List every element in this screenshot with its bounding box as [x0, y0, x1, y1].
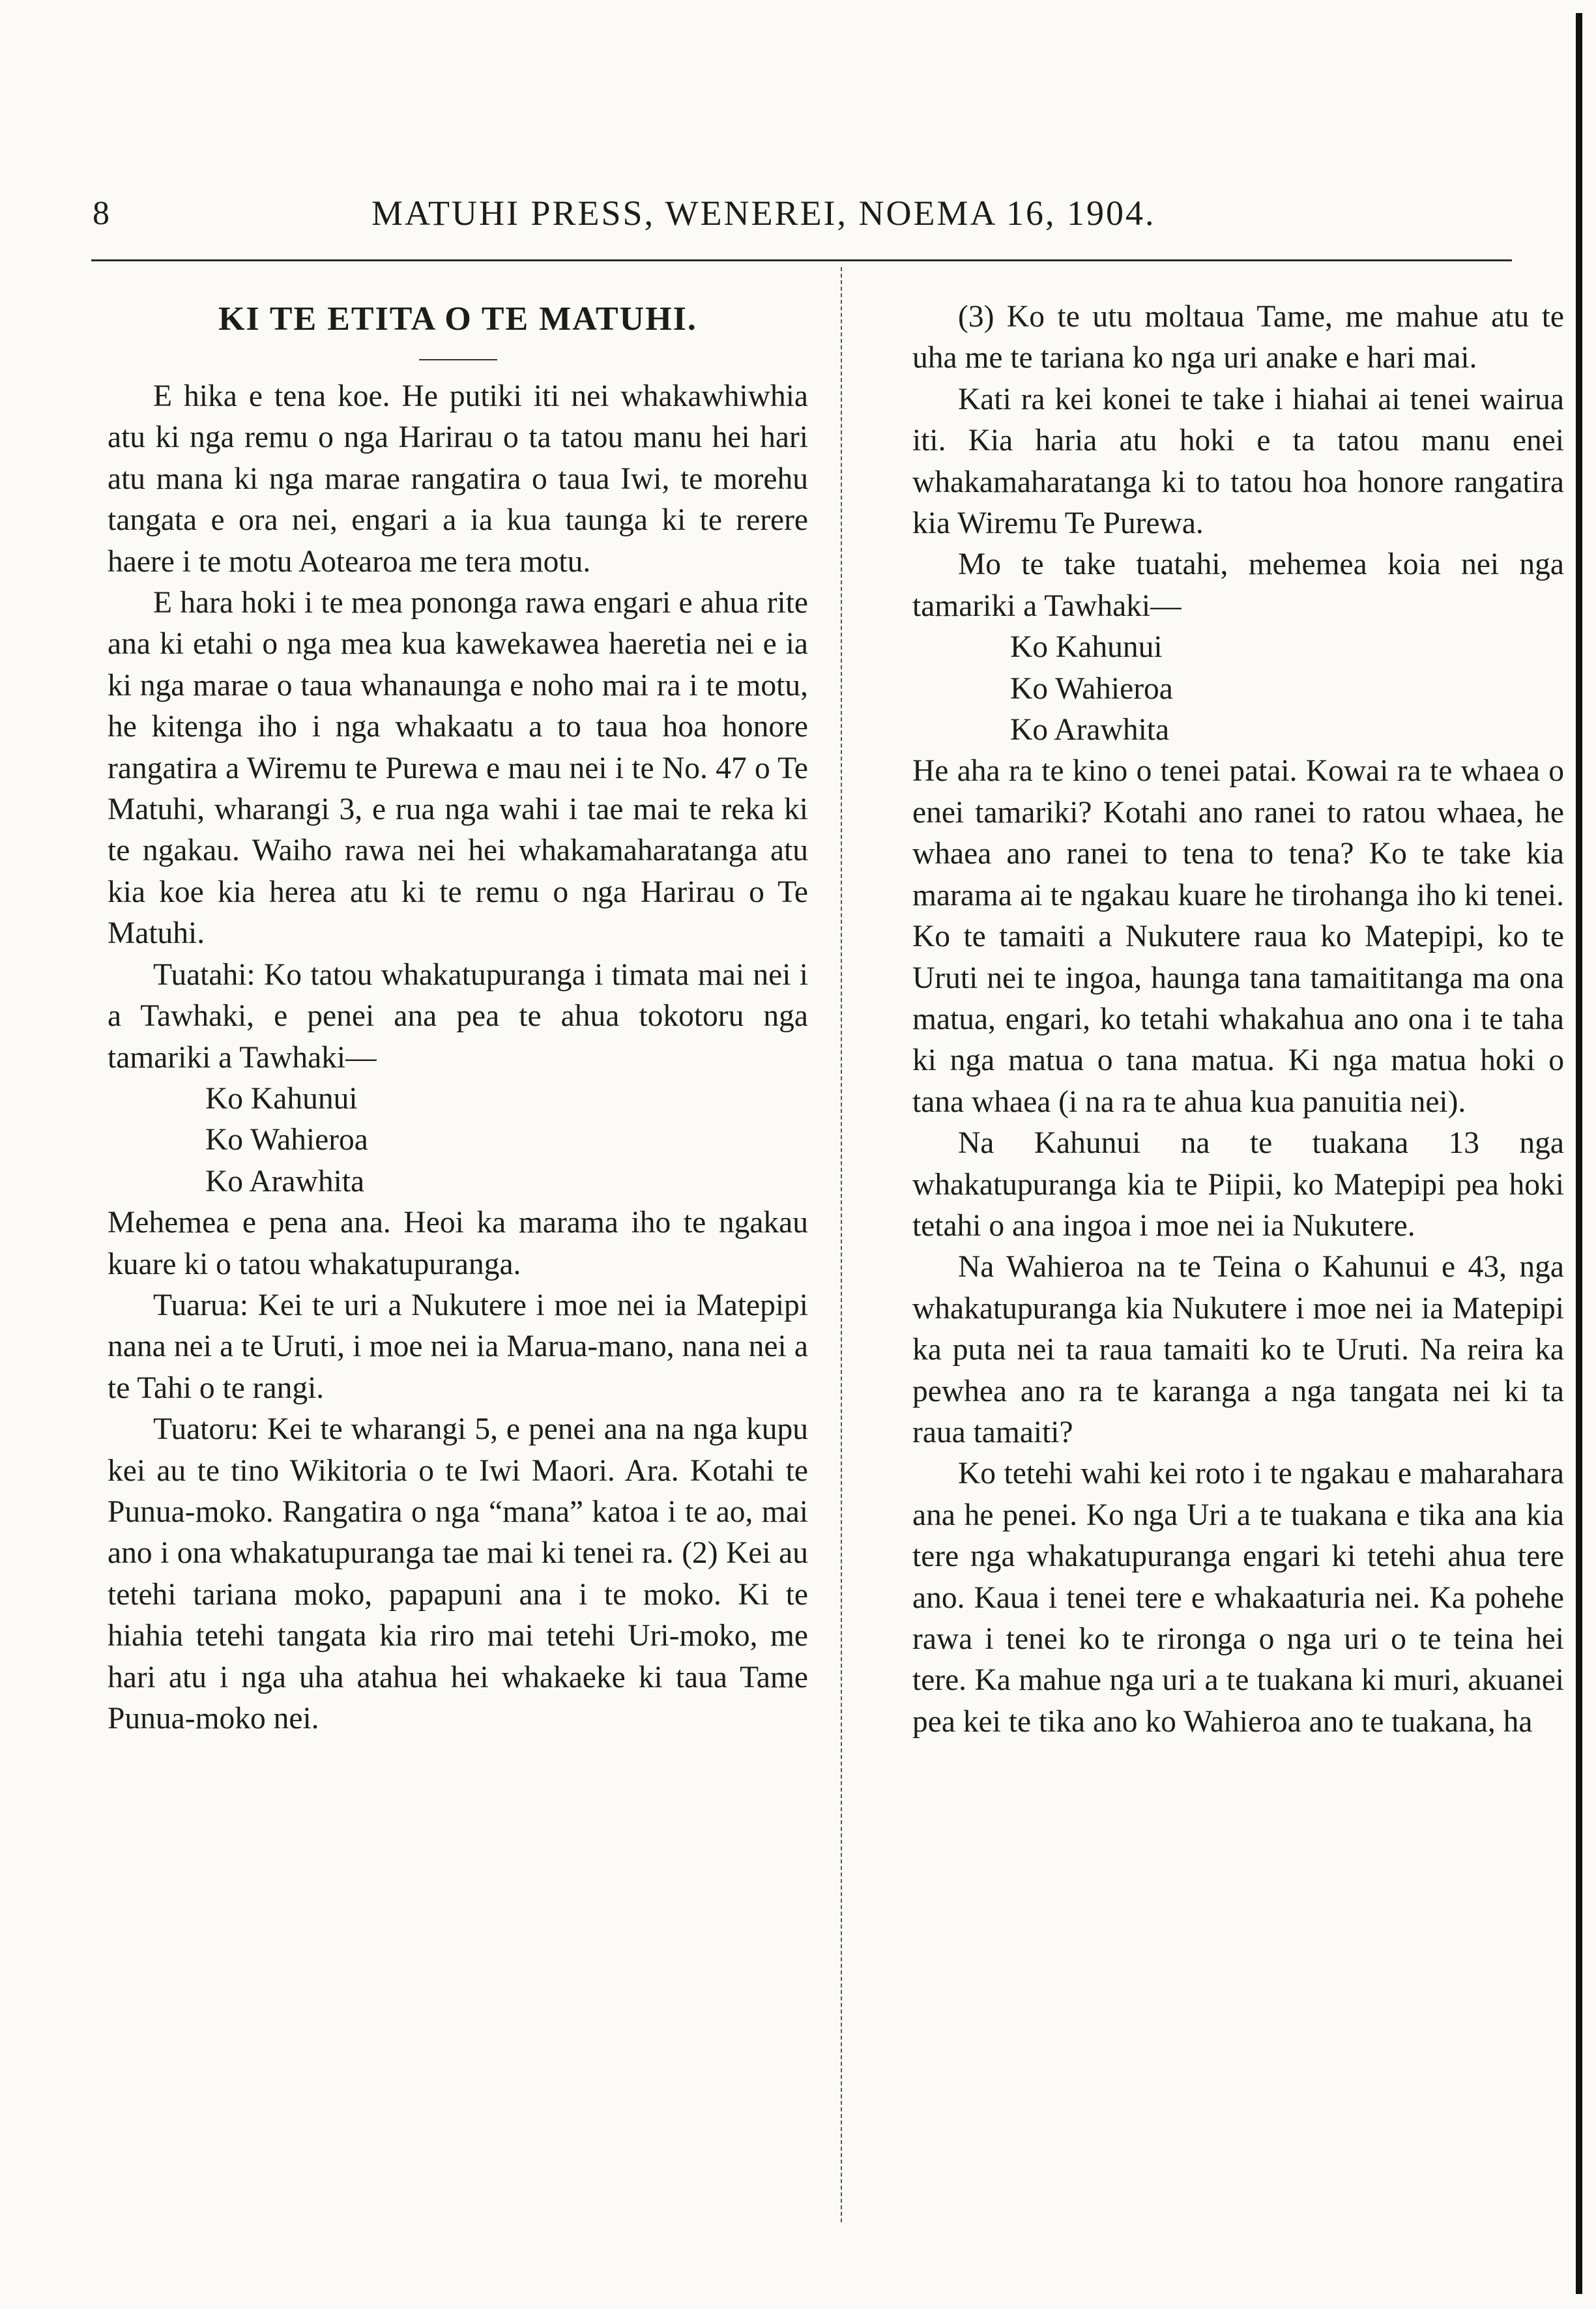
paragraph: Tuarua: Kei te uri a Nukutere i moe nei ia Matepipi nana nei a te Uruti, i moe nei ia Marua-mano, nana nei a te Tahi o te rangi.	[108, 1288, 808, 1405]
paragraph: Kati ra kei konei te take i hiahai ai tenei wairua iti. Kia haria atu hoki e ta tatou manu enei whakamaharatanga ki to tatou hoa honore rangatira kia Wiremu Te Purewa.	[912, 382, 1564, 541]
paragraph: Mo te take tuatahi, mehemea koia nei nga tamariki a Tawhaki—	[912, 547, 1564, 623]
paragraph: Na Wahieroa na te Teina o Kahunui e 43, nga whakatupuranga kia Nukutere i moe nei ia Matepipi ka puta nei ta raua tamaiti ko te Uruti. Na reira ka pewhea ano ra te karanga a nga tangata nei ki ta raua tamaiti?	[912, 1250, 1564, 1449]
paragraph: Mehemea e pena ana. Heoi ka marama iho te ngakau kuare ki o tatou whakatupuranga.	[108, 1206, 808, 1281]
genealogy-line: Ko Wahieroa	[1010, 671, 1173, 706]
paragraph: (3) Ko te utu moltaua Tame, me mahue atu te uha me te tariana ko nga uri anake e hari mai.	[912, 300, 1564, 375]
genealogy-line: Ko Kahunui	[1010, 630, 1163, 665]
header-rule	[91, 259, 1512, 261]
column-divider	[841, 267, 842, 2222]
paragraph: E hika e tena koe. He putiki iti nei whakawhiwhia atu ki nga remu o nga Harirau o ta tatou manu hei hari atu mana ki nga marae rangatira o taua Iwi, te morehu tangata e ora nei, engari a ia kua taunga ki te rerere haere i te motu Aotearoa me tera motu.	[108, 379, 808, 579]
paragraph: He aha ra te kino o tenei patai. Kowai ra te whaea o enei tamariki? Kotahi ano ranei to ratou whaea, he whaea ano ranei to tena to tena? Ko te take kia marama ai te ngakau kuare he tirohanga iho ki tenei. Ko te tamaiti a Nukutere raua ko Matepipi, ko te Uruti nei te ingoa, haunga tana tamaititanga ma ona matua, engari, ko tetahi whakahua ano ona i te taha ki nga matua o tana matua. Ki nga matua hoki o tana whaea (i na ra te ahua kua panuitia nei).	[912, 754, 1564, 1119]
paragraph: Ko tetehi wahi kei roto i te ngakau e maharahara ana he penei. Ko nga Uri a te tuakana e tika ana kia tere nga whakatupuranga engari ki tetehi ahua tere ano. Kaua i tenei tere e whakaaturia nei. Ka pohehe rawa i tenei ko te rironga o nga uri o te teina hei tere. Ka mahue nga uri a te tuakana ki muri, akuanei pea kei te tika ano ko Wahieroa ano te tuakana, ha	[912, 1457, 1564, 1739]
left-column	[108, 297, 808, 1739]
paragraph: E hara hoki i te mea pononga rawa engari e ahua rite ana ki etahi o nga mea kua kawekawea haeretia nei e ia ki nga marae o taua whanaunga e noho mai ra i te motu, he kitenga iho i nga whakaatu a to taua hoa honore rangatira a Wiremu te Purewa e mau nei i te No. 47 o Te Matuhi, wharangi 3, e rua nga wahi i tae mai te reka ki te ngakau. Waiho rawa nei hei whakamaharatanga atu kia koe kia herea atu ki te remu o nga Harirau o Te Matuhi.	[108, 586, 808, 951]
genealogy-line: Ko Arawhita	[1010, 713, 1170, 748]
paragraph: Tuatahi: Ko tatou whakatupuranga i timata mai nei i a Tawhaki, e penei ana pea te ahua tokotoru nga tamariki a Tawhaki—	[108, 957, 808, 1075]
scan-edge	[1576, 13, 1582, 2294]
genealogy-line: Ko Wahieroa	[205, 1123, 368, 1157]
paragraph: Tuatoru: Kei te wharangi 5, e penei ana na nga kupu kei au te tino Wikitoria o te Iwi Maori. Ara. Kotahi te Punua-moko. Rangatira o nga “mana” katoa i te ao, mai ano i ona whakatupuranga tae mai ki tenei ra. (2) Kei au tetehi tariana moko, papapuni ana i te moko. Ki te hiahia tetehi tangata kia riro mai tetehi Uri-moko, me hari atu i nga uha atahua hei whakaeke ki taua Tame Punua-moko nei.	[108, 1412, 808, 1735]
article-title: KI TE ETITA O TE MATUHI.	[218, 300, 697, 338]
genealogy-line: Ko Arawhita	[205, 1164, 365, 1198]
title-rule	[419, 359, 497, 360]
page-number: 8	[93, 195, 109, 232]
running-head: MATUHI PRESS, WENEREI, NOEMA 16, 1904.	[371, 194, 1156, 233]
right-column	[912, 297, 1564, 1743]
genealogy-line: Ko Kahunui	[205, 1081, 358, 1116]
paragraph: Na Kahunui na te tuakana 13 nga whakatupuranga kia te Piipii, ko Matepipi pea hoki tetahi o ana ingoa i moe nei ia Nukutere.	[912, 1126, 1564, 1243]
